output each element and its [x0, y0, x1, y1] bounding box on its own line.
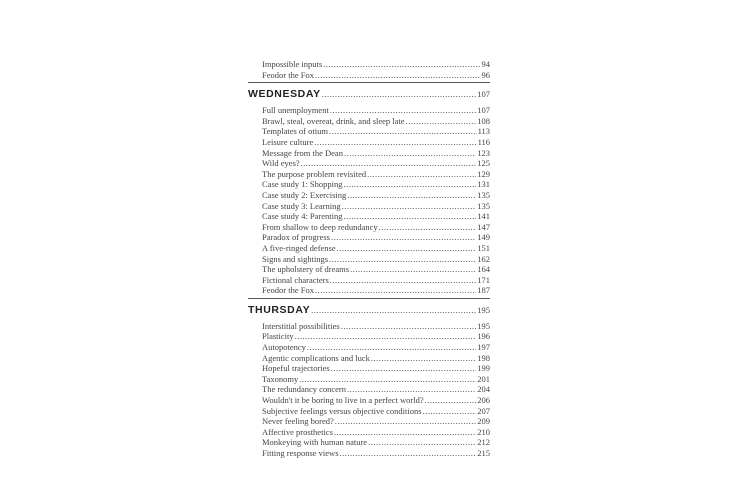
toc-entry [248, 353, 490, 364]
entry-page-number: 94 [481, 59, 490, 69]
toc-entry [248, 331, 490, 342]
dot-leader [379, 222, 477, 233]
dot-leader [347, 384, 476, 395]
toc-entry [248, 116, 490, 127]
toc-entry [248, 437, 490, 448]
toc-entry [248, 275, 490, 286]
entry-title: Paradox of progress [262, 232, 330, 243]
entry-title: Feodor the Fox [262, 69, 314, 80]
entry-page-number: 135 [477, 189, 490, 200]
entry-title: Agentic complications and luck [262, 352, 370, 363]
entry-title: Impossible inputs [262, 59, 323, 69]
toc-entry [248, 374, 490, 385]
entry-page-number: 187 [477, 285, 490, 296]
entry-page-number: 206 [477, 395, 490, 406]
toc-entry [248, 70, 490, 81]
dot-leader [295, 331, 477, 342]
entry-page-number: 151 [477, 242, 490, 253]
toc-entry [248, 363, 490, 374]
toc-entry [248, 427, 490, 438]
entry-title: Interstitial possibilities [262, 320, 340, 331]
dot-leader [331, 232, 476, 243]
entry-title: The upholstery of dreams [262, 264, 350, 275]
entry-page-number: 107 [477, 105, 490, 116]
section-title: THURSDAY [248, 303, 311, 316]
dot-leader [341, 321, 477, 332]
entry-title: Case study 4: Parenting [262, 211, 343, 222]
entry-page-number: 195 [477, 320, 490, 331]
dot-leader [314, 137, 476, 148]
entry-page-number: 131 [477, 179, 490, 190]
toc-entry [248, 201, 490, 212]
entry-page-number: 196 [477, 331, 490, 342]
entry-title: Templates of otium [262, 126, 328, 137]
entry-title: Fitting response views [262, 448, 339, 458]
toc-entry [248, 126, 490, 137]
toc-entry [248, 190, 490, 201]
entry-title: Case study 1: Shopping [262, 179, 343, 190]
dot-leader [344, 179, 477, 190]
entry-page-number: 123 [477, 147, 490, 158]
entry-page-number: 210 [477, 426, 490, 437]
section-page-number: 195 [477, 304, 490, 315]
entry-page-number: 147 [477, 221, 490, 232]
toc-entry [248, 59, 490, 70]
toc-entry [248, 105, 490, 116]
dot-leader [342, 201, 477, 212]
entry-page-number: 215 [477, 448, 490, 458]
dot-leader [344, 148, 476, 159]
table-of-contents [248, 59, 490, 459]
dot-leader [367, 169, 476, 180]
dot-leader [340, 448, 477, 459]
toc-entry [248, 211, 490, 222]
entry-page-number: 96 [481, 69, 490, 80]
toc-entry [248, 169, 490, 180]
toc-entry [248, 222, 490, 233]
dot-leader [329, 254, 476, 265]
entry-page-number: 113 [477, 126, 490, 137]
entry-title: Leisure culture [262, 136, 314, 147]
entry-page-number: 135 [477, 200, 490, 211]
entry-page-number: 125 [477, 158, 490, 169]
toc-entry [248, 158, 490, 169]
dot-leader [406, 116, 477, 127]
entry-title: Affective prosthetics [262, 426, 333, 437]
toc-entry [248, 406, 490, 417]
entry-title: Brawl, steal, overeat, drink, and sleep late [262, 115, 405, 126]
dot-leader [371, 353, 476, 364]
entry-page-number: 162 [477, 253, 490, 264]
dot-leader [425, 395, 477, 406]
dot-leader [335, 416, 477, 427]
toc-entries-pre [248, 59, 490, 80]
entry-page-number: 212 [477, 437, 490, 448]
entry-title: Monkeying with human nature [262, 437, 368, 448]
entry-title: Signs and sightings [262, 253, 329, 264]
entry-page-number: 199 [477, 363, 490, 374]
toc-entry [248, 179, 490, 190]
toc-entry [248, 416, 490, 427]
entry-title: Never feeling bored? [262, 416, 334, 427]
dot-leader [347, 190, 476, 201]
entry-title: Case study 3: Learning [262, 200, 341, 211]
entry-page-number: 141 [477, 211, 490, 222]
toc-entry [248, 321, 490, 332]
toc-entry [248, 285, 490, 296]
entry-title: A five-ringed defense [262, 242, 336, 253]
dot-leader [307, 342, 476, 353]
entry-page-number: 204 [477, 384, 490, 395]
entry-title: The purpose problem revisited [262, 168, 367, 179]
dot-leader [423, 406, 477, 417]
dot-leader [311, 302, 476, 319]
entry-page-number: 207 [477, 405, 490, 416]
toc-entry [248, 264, 490, 275]
entry-page-number: 198 [477, 352, 490, 363]
entry-title: Hopeful trajectories [262, 363, 330, 374]
entry-title: Wouldn't it be boring to live in a perfect world? [262, 395, 424, 406]
entry-title: Case study 2: Exercising [262, 189, 347, 200]
dot-leader [334, 427, 476, 438]
dot-leader [331, 363, 477, 374]
entry-title: Subjective feelings versus objective conditions [262, 405, 422, 416]
dot-leader [330, 105, 476, 116]
entry-title: Autopotency [262, 342, 306, 353]
entry-page-number: 116 [477, 136, 490, 147]
dot-leader [322, 86, 477, 103]
section-page-number: 107 [477, 89, 490, 100]
entry-title: Plasticity [262, 331, 294, 342]
dot-leader [329, 126, 477, 137]
section-heading-thursday [248, 298, 490, 319]
entry-title: Full unemployment [262, 105, 329, 116]
dot-leader [337, 243, 477, 254]
toc-entry [248, 254, 490, 265]
entry-title: Feodor the Fox [262, 285, 314, 296]
entry-title: Fictional characters [262, 274, 329, 285]
dot-leader [301, 158, 477, 169]
toc-entry [248, 395, 490, 406]
entry-title: Message from the Dean [262, 147, 343, 158]
toc-entry [248, 384, 490, 395]
entry-page-number: 197 [477, 342, 490, 353]
entry-page-number: 201 [477, 373, 490, 384]
section-heading-wednesday [248, 82, 490, 103]
dot-leader [350, 264, 476, 275]
toc-entry [248, 243, 490, 254]
entry-page-number: 149 [477, 232, 490, 243]
dot-leader [344, 211, 477, 222]
entry-title: Taxonomy [262, 373, 299, 384]
entry-page-number: 108 [477, 115, 490, 126]
toc-entry [248, 232, 490, 243]
dot-leader [299, 374, 476, 385]
entry-title: Wild eyes? [262, 158, 300, 169]
entry-title: The redundancy concern [262, 384, 347, 395]
entry-page-number: 209 [477, 416, 490, 427]
entry-page-number: 171 [477, 274, 490, 285]
toc-entry [248, 448, 490, 459]
toc-entry [248, 342, 490, 353]
entry-page-number: 164 [477, 264, 490, 275]
section-title: WEDNESDAY [248, 88, 321, 101]
dot-leader [368, 437, 476, 448]
toc-entry [248, 137, 490, 148]
toc-entries-wednesday [248, 105, 490, 296]
dot-leader [315, 70, 481, 81]
toc-entry [248, 148, 490, 159]
entry-page-number: 129 [477, 168, 490, 179]
dot-leader [323, 59, 480, 70]
dot-leader [330, 275, 476, 286]
entry-title: From shallow to deep redundancy [262, 221, 378, 232]
toc-entries-thursday [248, 321, 490, 459]
dot-leader [315, 285, 476, 296]
